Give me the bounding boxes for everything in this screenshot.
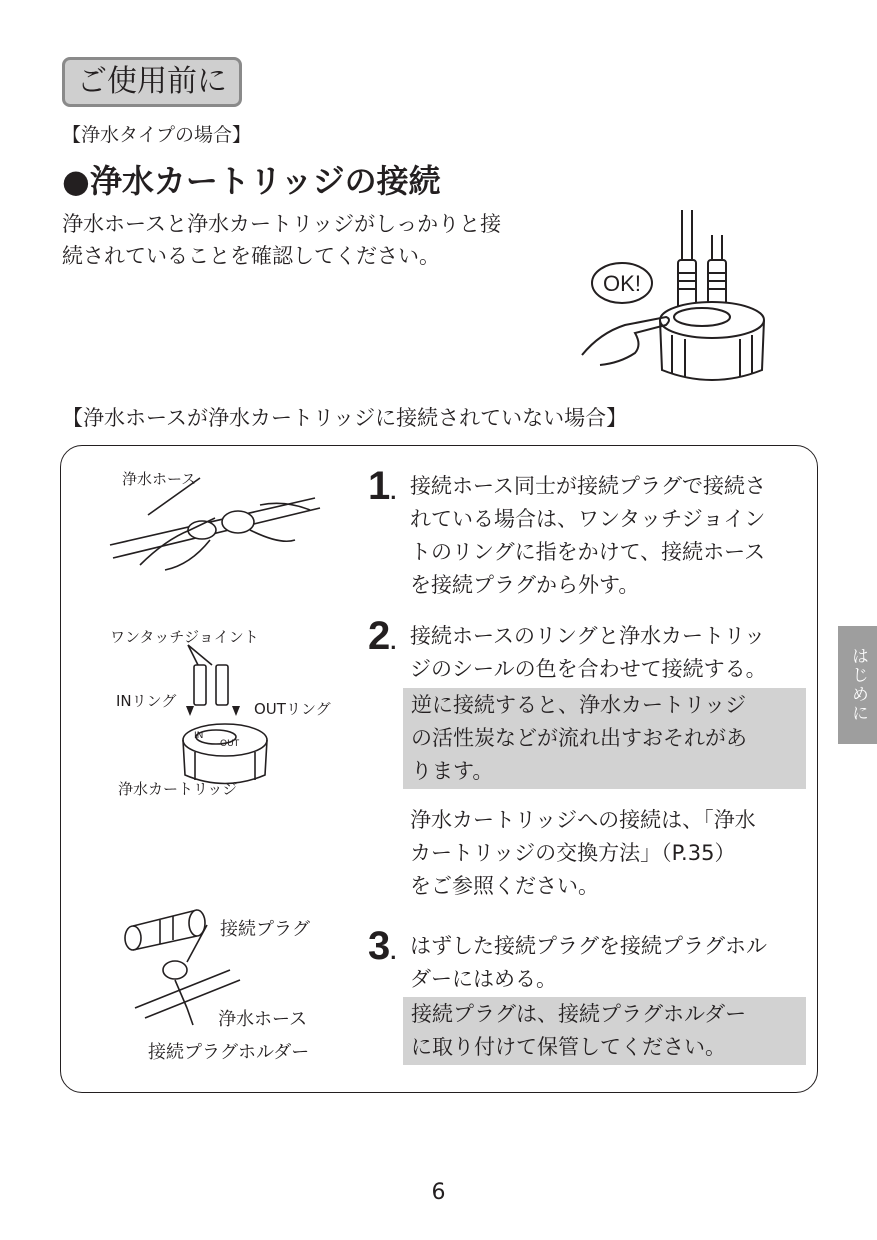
- note-line: 接続プラグは、接続プラグホルダー: [411, 1002, 747, 1026]
- step-number: 2.: [368, 614, 397, 658]
- cartridge-ok-illustration: [580, 205, 780, 390]
- ok-label: OK!: [603, 271, 641, 296]
- step-line: を接続プラグから外す。: [410, 573, 640, 597]
- intro-line: 続されていることを確認してください。: [62, 244, 440, 268]
- out-ring-label: OUTリング: [254, 700, 331, 718]
- cartridge-label: 浄水カートリッジ: [118, 780, 238, 798]
- page-number: 6: [431, 1180, 446, 1205]
- step-1: [368, 464, 808, 602]
- step-3-note: [403, 997, 806, 1065]
- in-mark: IN: [194, 731, 204, 741]
- out-mark: OUT: [220, 739, 240, 749]
- step-3: [368, 924, 808, 996]
- step-line: ダーにはめる。: [410, 967, 557, 991]
- page-title: ●浄水カートリッジの接続: [62, 162, 441, 200]
- ref-line: カートリッジの交換方法」（P.35）: [410, 841, 736, 865]
- step-2: [368, 614, 808, 686]
- plug-label: 接続プラグ: [220, 919, 310, 940]
- note-line: に取り付けて保管してください。: [411, 1035, 726, 1059]
- step-2-warning-note: [403, 688, 806, 789]
- ref-line: 浄水カートリッジへの接続は、「浄水: [410, 808, 756, 832]
- intro-line: 浄水ホースと浄水カートリッジがしっかりと接: [62, 212, 502, 236]
- step-line: はずした接続プラグを接続プラグホル: [410, 934, 767, 958]
- one-touch-label: ワンタッチジョイント: [110, 628, 259, 646]
- hose-label: 浄水ホース: [122, 470, 197, 488]
- note-line: 逆に接続すると、浄水カートリッジ: [411, 693, 747, 717]
- step-number: 1.: [368, 464, 397, 508]
- section-tag: ご使用前に: [62, 57, 242, 107]
- note-line: ります。: [411, 759, 494, 783]
- hose2-label: 浄水ホース: [218, 1009, 308, 1030]
- case-title: 【浄水ホースが浄水カートリッジに接続されていない場合】: [62, 406, 628, 430]
- step-line: 接続ホースのリングと浄水カートリッ: [410, 624, 766, 648]
- ref-line: をご参照ください。: [410, 874, 599, 898]
- plug-holder-label: 接続プラグホルダー: [148, 1042, 310, 1063]
- side-tab-intro: はじめに: [838, 626, 877, 744]
- step-2-reference: [410, 804, 756, 903]
- step-line: れている場合は、ワンタッチジョイン: [410, 507, 766, 531]
- step-number: 3.: [368, 924, 397, 968]
- step-line: 接続ホース同士が接続プラグで接続さ: [410, 474, 766, 498]
- intro-text: [62, 208, 501, 272]
- in-ring-label: INリング: [116, 692, 177, 710]
- subtype-label: 【浄水タイプの場合】: [62, 124, 252, 146]
- note-line: の活性炭などが流れ出すおそれがあ: [411, 726, 747, 750]
- step-line: トのリングに指をかけて、接続ホース: [410, 540, 766, 564]
- step-line: ジのシールの色を合わせて接続する。: [410, 657, 767, 681]
